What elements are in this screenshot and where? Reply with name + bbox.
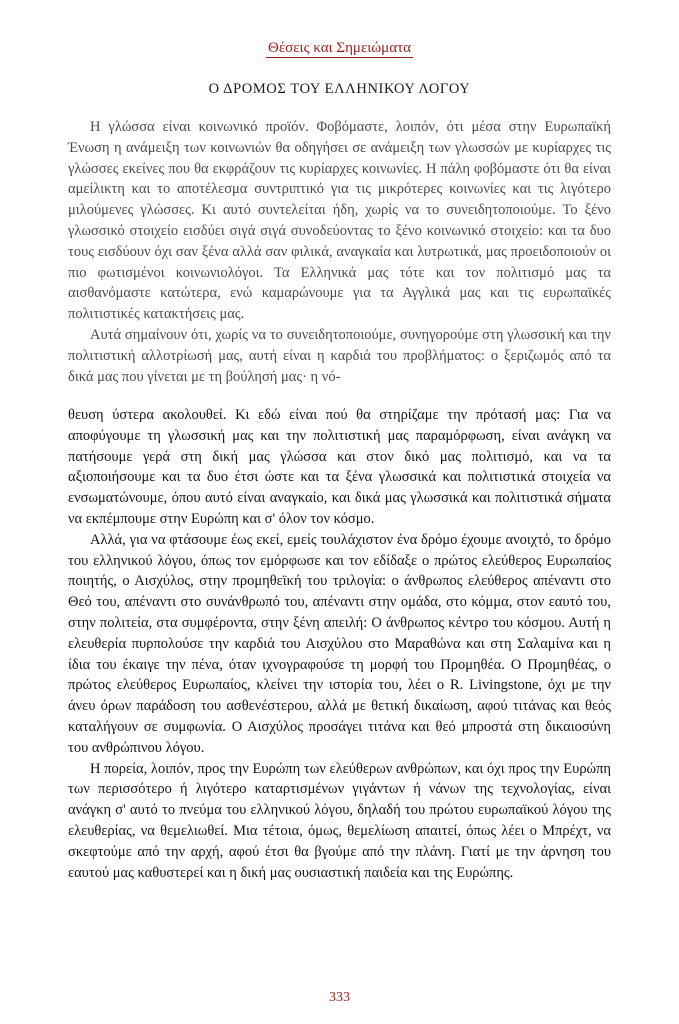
page-number: 333 bbox=[329, 990, 350, 1005]
paragraph-continuation: θευση ύστερα ακολουθεί. Κι εδώ είναι πού θα στηρίζαμε την πρότασή μας: Για να αποφύγουμε τη γλωσσική μας και την πολιτιστική μας παραμόρφωση, είναι ανάγκη να πατήσουμε γερά στη δική μας γλώσσα και στον δικό μας πολιτισμό, και να τα αξιοποιήσουμε και τα δυο έτσι ώστε και τα ξένα γλωσσικά και πολιτιστικά στοιχεία να ενσωματώνουμε, όπου αυτό είναι αναγκαίο, και δικά μας γλωσσικά και πολιτιστικά σήματα να εκπέμπουμε στην Ευρώπη και σ' όλον τον κόσμο. bbox=[68, 407, 611, 527]
article-title: Ο ΔΡΟΜΟΣ ΤΟΥ ΕΛΛΗΝΙΚΟΥ ΛΟΓΟΥ bbox=[208, 81, 471, 97]
body-text-upper-block bbox=[68, 117, 611, 387]
paragraph: Αλλά, για να φτάσουμε έως εκεί, εμείς τουλάχιστον ένα δρόμο έχουμε ανοιχτό, το δρόμο του ελληνικού λόγου, όπως τον εμόρφωσε και τον εδίδαξε ο πρώτος ελεύθερος Ευρωπαίος ποιητής, ο Αισχύλος, στην προμηθεϊκή του τριλογία: ο άνθρωπος ελεύθερος απέναντι στο Θεό του, απέναντι στο συνάνθρωπό του, απέναντι στην ομάδα, στο κόμμα, στον εαυτό του, στην πολιτεία, στα συμφέροντα, στην ξένη απειλή: Ο άνθρωπος κέντρο του κόσμου. Αυτή η ελευθερία πυρπολούσε την καρδιά του Αισχύλου στο Μαραθώνα και στη Σαλαμίνα και η ίδια του έκαιγε την πένα, όταν ιχνογραφούσε τη μορφή του Προμηθέα. Ο Προμηθέας, ο πρώτος ελεύθερος Ευρωπαίος, κλείνει την ιστορία του, λέει ο R. Livingstone, όχι με την άνευ όρων παράδοση του ασθενέστερου, αλλά με θετική δικαίωση, αφού τιτάνας και θεός καταλήγουν σε συμφωνία. Ο Αισχύλος προσάγει τιτάνα και θεό μπροστά στη δικαιοσύνη του ανθρώπινου λόγου. bbox=[68, 531, 611, 756]
paragraph: Η γλώσσα είναι κοινωνικό προϊόν. Φοβόμαστε, λοιπόν, ότι μέσα στην Ευρωπαϊκή Ένωση η ανάμειξη των κοινωνιών θα οδηγήσει σε ανάμειξη των γλωσσών με κυρίαρχες τις γλώσσες εκείνες που θα εκφράζουν τις κυρίαρχες κοινωνίες. Η πάλη φοβόμαστε ότι θα είναι αμείλικτη και το αποτέλεσμα συντριπτικό για τις μικρότερες κοινωνίες και τις λιγότερο μιλούμενες γλώσσες. Κι αυτό συντελείται ήδη, χωρίς να το συνειδητοποιούμε. Το ξένο γλωσσικό στοιχείο εισδύει σιγά σιγά συνοδεύοντας το ξένο κοινωνικό στοιχείο: και τα δυο τους εισδύουν όχι σαν ξένα αλλά σαν φιλικά, αναγκαία και λυτρωτικά, μας προειδοποιούν οι πιο φωτισμένοι κοινωνιολόγοι. Τα Ελληνικά μας τότε και τον πολιτισμό μας τα αισθανόμαστε κατώτερα, ενώ καμαρώνουμε για τα Αγγλικά μας και τις ευρωπαϊκές πολιτιστικές κατακτήσεις μας. bbox=[68, 119, 611, 323]
body-text-lower-block bbox=[68, 405, 611, 883]
section-header bbox=[0, 40, 679, 57]
section-header-label: Θέσεις και Σημειώματα bbox=[268, 40, 411, 56]
paragraph: Η πορεία, λοιπόν, προς την Ευρώπη των ελεύθερων ανθρώπων, και όχι προς την Ευρώπη των περισσότερο ή λιγότερο καταρτισμένων γιγάντων ή νάνων της τεχνολογίας, είναι ανάγκη σ' αυτό το πνεύμα του ελληνικού λόγου, δηλαδή του πρώτου ευρωπαϊκού λόγου της ελευθερίας, να θεμελιωθεί. Μια τέτοια, όμως, θεμελίωση απαιτεί, όπως λέει ο Μπρέχτ, να σκεφτούμε από την αρχή, αφού έτσι θα βγούμε από την πλάνη. Γιατί με την άρνηση του εαυτού μας καθυστερεί και η δική μας ουσιαστική παιδεία και της Ευρώπης. bbox=[68, 760, 611, 881]
paragraph: Αυτά σημαίνουν ότι, χωρίς να το συνειδητοποιούμε, συνηγορούμε στη γλωσσική και την πολιτιστική αλλοτρίωσή μας, αυτή είναι η καρδιά του προβλήματος: ο ξεριζωμός από τα δικά μας που γίνεται με τη βούλησή μας· η νό- bbox=[68, 326, 611, 385]
